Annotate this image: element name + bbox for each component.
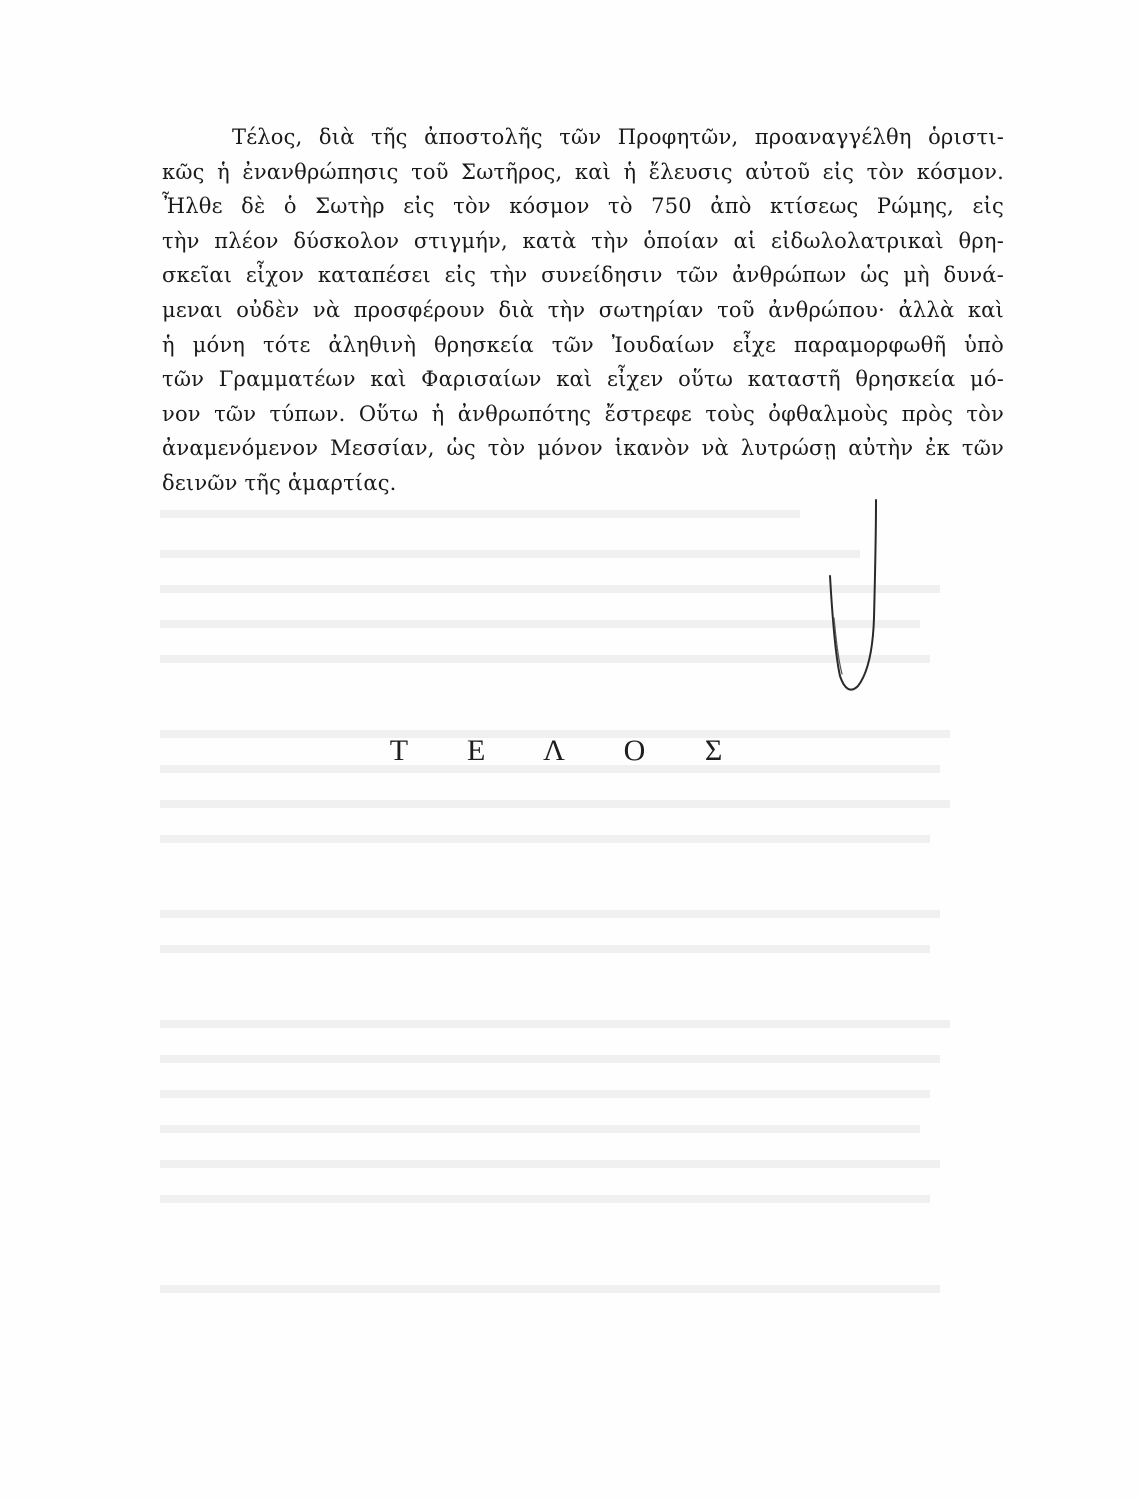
text-line: ἀναμενόμενον Μεσσίαν, ὡς τὸν μόνον ἱκανὸν νὰ λυτρώσῃ αὐτὴν ἐκ τῶν: [162, 436, 1004, 461]
text-line: νον τῶν τύπων. Οὕτω ἡ ἀνθρωπότης ἔστρεφε τοὺς ὀφθαλμοὺς πρὸς τὸν: [162, 401, 1004, 426]
text-line: Ἦλθε δὲ ὁ Σωτὴρ εἰς τὸν κόσμον τὸ 750 ἀπὸ κτίσεως Ρώμης, εἰς: [162, 194, 1004, 219]
text-line: ἡ μόνη τότε ἀληθινὴ θρησκεία τῶν Ἰουδαίων εἶχε παραμορφωθῆ ὑπὸ: [162, 332, 1004, 357]
pen-mark-icon: [818, 498, 890, 698]
text-line: μεναι οὐδὲν νὰ προσφέρουν διὰ τὴν σωτηρίαν τοῦ ἀνθρώπου· ἀλλὰ καὶ: [162, 297, 1004, 322]
text-line: δεινῶν τῆς ἁμαρτίας.: [162, 470, 397, 495]
show-through-texture: [160, 470, 1020, 1370]
text-line: τῶν Γραμματέων καὶ Φαρισαίων καὶ εἶχεν οὕτω καταστῆ θρησκεία μό-: [162, 367, 1004, 392]
text-line: Τέλος, διὰ τῆς ἀποστολῆς τῶν Προφητῶν, προαναγγέλθη ὁριστι-: [232, 125, 1004, 149]
body-paragraph: [162, 120, 1004, 501]
text-line: σκεῖαι εἶχον καταπέσει εἰς τὴν συνείδησιν τῶν ἀνθρώπων ὡς μὴ δυνά-: [162, 263, 1004, 288]
text-line: τὴν πλέον δύσκολον στιγμήν, κατὰ τὴν ὁποίαν αἱ εἰδωλολατρικαὶ θρη-: [162, 228, 1004, 253]
text-line: κῶς ἡ ἐνανθρώπησις τοῦ Σωτῆρος, καὶ ἡ ἔλευσις αὐτοῦ εἰς τὸν κόσμον.: [162, 159, 1004, 184]
end-title: Τ Ε Λ Ο Σ: [389, 734, 749, 767]
